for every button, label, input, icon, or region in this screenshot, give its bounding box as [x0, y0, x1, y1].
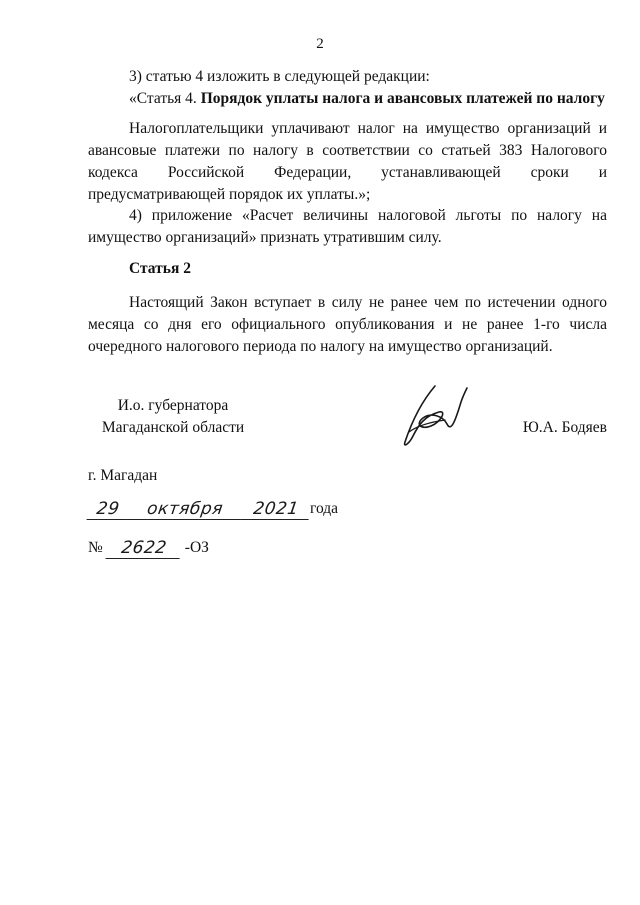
- page-number: 2: [316, 36, 324, 52]
- law-number: [88, 537, 209, 559]
- signatory-title-line1: И.о. губернатора: [117, 397, 229, 414]
- signatory-title-line2: Магаданской области: [101, 419, 245, 436]
- city: г. Магадан: [88, 467, 158, 484]
- date-year: 2021: [241, 499, 312, 520]
- amendment-item-3-intro: 3) статью 4 изложить в следующей редакции:: [129, 68, 430, 85]
- article-2-body: Настоящий Закон вступает в силу не ранее чем по истечении одного месяца со дня его официального опубликования и не ранее 1-го числа очередного налогового периода по налогу на имущество организаций.: [88, 294, 607, 355]
- signing-date: [88, 498, 338, 520]
- article-4-label: «Статья 4.: [129, 90, 201, 107]
- date-day: 29: [87, 499, 130, 520]
- handwritten-signature-icon: [395, 382, 475, 454]
- number-value: 2622: [105, 538, 182, 559]
- number-suffix: -ОЗ: [184, 539, 209, 556]
- article-2-heading: Статья 2: [129, 260, 191, 277]
- article-4-body: Налогоплательщики уплачивают налог на имущество организаций и авансовые платежи по налогу в соответствии со статьей 383 Налогового кодекса Российской Федерации, устанавливающей сроки и предусматривающей порядок их уплаты.»;: [88, 120, 607, 203]
- date-month: октября: [127, 499, 244, 520]
- date-suffix: года: [310, 500, 339, 517]
- amendment-item-3: [88, 66, 607, 110]
- amendment-item-4: 4) приложение «Расчет величины налоговой льготы по налогу на имущество организаций» признать утратившим силу.: [88, 207, 607, 246]
- signatory-title: [88, 395, 258, 439]
- signatory-name: Ю.А. Бодяев: [522, 419, 607, 436]
- article-4-title: Порядок уплаты налога и авансовых платежей по налогу: [200, 90, 605, 107]
- number-sign: №: [88, 539, 103, 556]
- article-4-heading: [88, 88, 607, 110]
